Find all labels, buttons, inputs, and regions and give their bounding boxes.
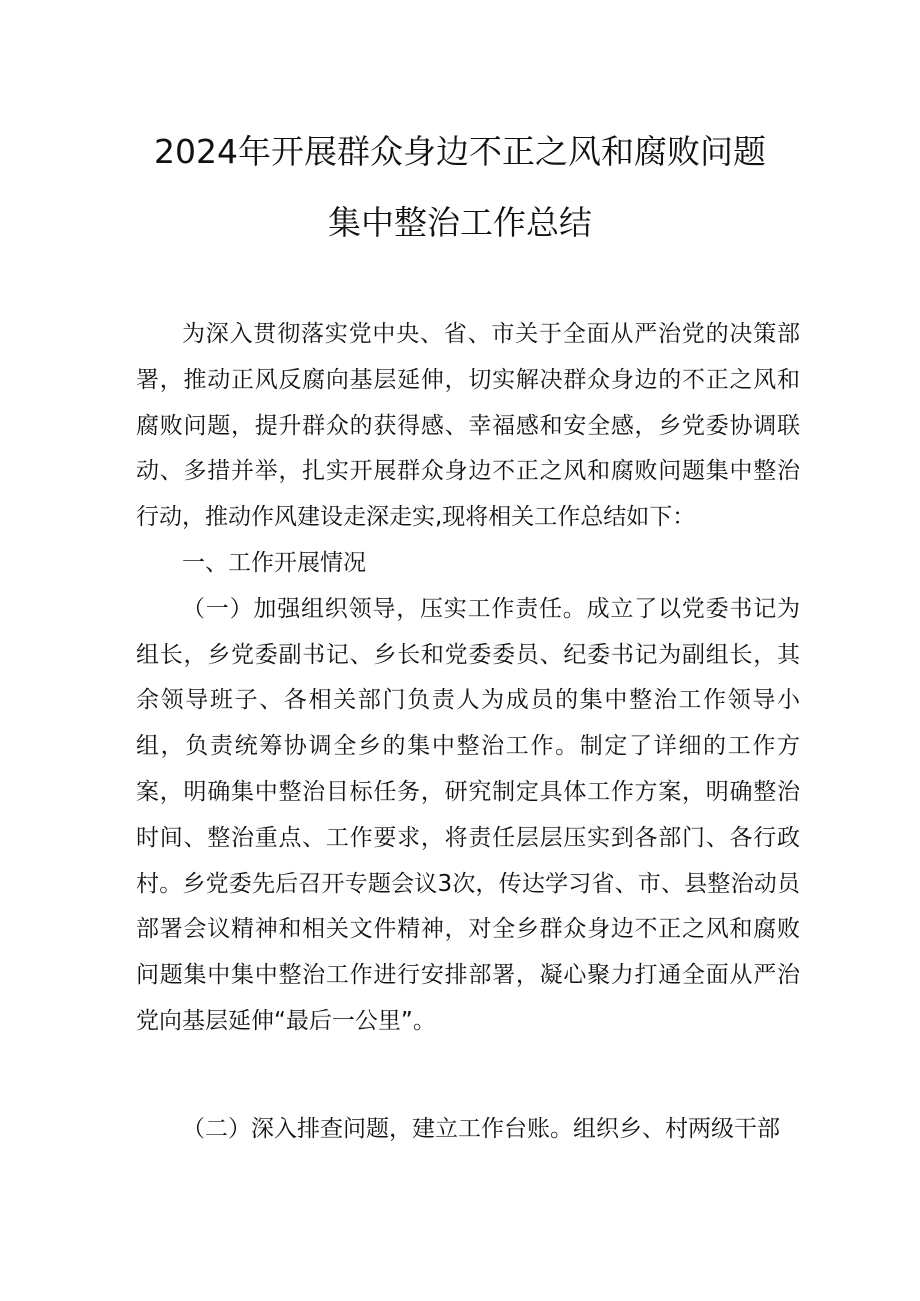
section-heading-1: 一、工作开展情况 [182,549,366,576]
subsection-1-paragraph: （一）加强组织领导，压实工作责任。成立了以党委书记为组长，乡党委副书记、乡长和党委委员、纪委书记为副组长，其余领导班子、各相关部门负责人为成员的集中整治工作领导小组，负责统筹协调全乡的集中整治工作。制定了详细的工作方案，明确集中整治目标任务，研究制定具体工作方案，明确整治时间、整治重点、工作要求，将责任层层压实到各部门、各行政村。乡党委先后召开专题会议3次，传达学习省、市、县整治动员部署会议精神和相关文件精神，对全乡群众身边不正之风和腐败问题集中集中整治工作进行安排部署，凝心聚力打通全面从严治党向基层延伸“最后一公里”。 [136,595,800,1034]
document-title-line-2: 集中整治工作总结 [328,203,592,242]
document-title-line-1: 2024年开展群众身边不正之风和腐败问题 [154,132,766,171]
subsection-2-paragraph: （二）深入排查问题，建立工作台账。组织乡、村两级干部 [182,1116,780,1142]
intro-paragraph: 为深入贯彻落实党中央、省、市关于全面从严治党的决策部署，推动正风反腐向基层延伸，切实解决群众身边的不正之风和腐败问题，提升群众的获得感、幸福感和安全感，乡党委协调联动、多措并举，扎实开展群众身边不正之风和腐败问题集中整治行动，推动作风建设走深走实,现将相关工作总结如下： [136,321,800,531]
document-body [136,312,800,1045]
document-body-continued [136,1107,800,1153]
